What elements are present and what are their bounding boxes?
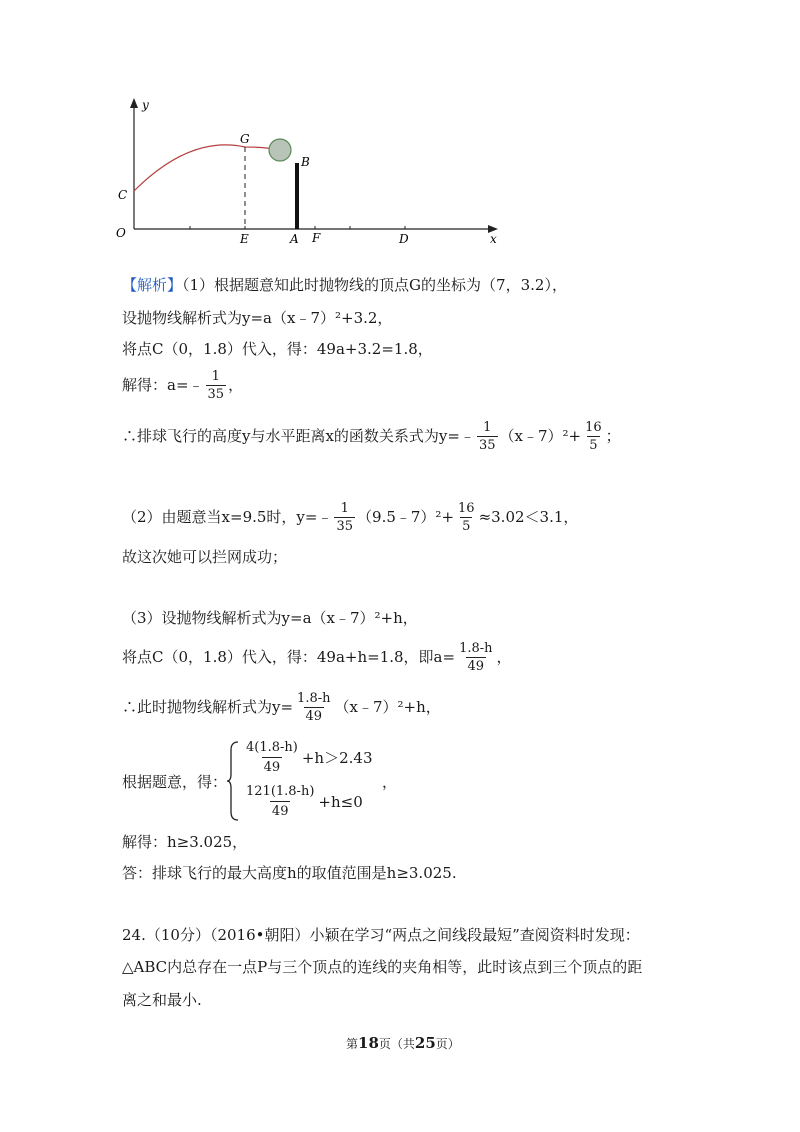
solution-tag: 【解析】: [122, 276, 183, 294]
p3-line3-suffix: （x﹣7）²+h，: [334, 698, 441, 716]
fraction-den: 49: [270, 801, 291, 819]
fraction-num: 1: [483, 420, 492, 435]
fraction: [583, 421, 604, 452]
footer-page-number: 18: [358, 1034, 379, 1052]
footer-pre: 第: [346, 1037, 359, 1051]
label-y: y: [142, 98, 149, 112]
fraction-den: 35: [207, 387, 225, 402]
fraction: [456, 502, 477, 533]
solution-line-10: [122, 692, 441, 723]
label-x: x: [490, 232, 497, 246]
fraction: [457, 642, 494, 673]
system-eq-1: [242, 740, 373, 775]
p2-suffix: ≈3.02＜3.1，: [478, 508, 579, 526]
fraction-den: 35: [478, 438, 496, 453]
y-axis-arrow: [130, 98, 138, 108]
fraction-num: 1: [340, 501, 349, 516]
p3-line3-prefix: ∴此时抛物线解析式为y=: [122, 698, 294, 716]
fraction-den: 35: [336, 519, 354, 534]
fraction: [334, 502, 355, 533]
solution-line-5: [122, 421, 621, 452]
q24-line-3: 离之和最小.: [122, 991, 202, 1009]
label-a: A: [290, 232, 299, 246]
label-f: F: [312, 231, 321, 245]
sys1-rest: +h＞2.43: [301, 749, 373, 767]
page-footer: [346, 1036, 460, 1051]
ball: [269, 139, 291, 161]
q24-line-1: 24.（10分）（2016•朝阳）小颖在学习“两点之间线段最短”查阅资料时发现：: [122, 926, 640, 944]
fraction-den: 49: [305, 709, 323, 724]
fraction-num: 1: [211, 369, 220, 384]
system-eq-2: [242, 784, 363, 819]
solution-line-7: 故这次她可以拦网成功；: [122, 548, 288, 566]
fraction-den: 49: [467, 659, 485, 674]
system-brace: [226, 740, 240, 822]
p1-final-suffix: ；: [605, 427, 621, 445]
q24-line-2: △ABC内总存在一点P与三个顶点的连线的夹角相等，此时该点到三个顶点的距: [122, 958, 643, 976]
system-suffix: ，: [382, 773, 398, 791]
fraction-den: 5: [589, 438, 598, 453]
footer-post: 页）: [435, 1037, 460, 1051]
label-g: G: [240, 132, 250, 146]
fraction-num: 121(1.8-h): [246, 784, 315, 799]
p2-mid: （9.5﹣7）²+: [357, 508, 455, 526]
system-prefix: 根据题意，得：: [122, 773, 228, 791]
fraction: [477, 421, 498, 452]
label-d: D: [399, 232, 409, 246]
solution-line-2: 设抛物线解析式为y=a（x﹣7）²+3.2，: [122, 309, 393, 327]
solution-line-1: [122, 278, 567, 293]
fraction-num: 4(1.8-h): [246, 740, 298, 755]
solution-line-3: 将点C（0，1.8）代入，得：49a+3.2=1.8，: [122, 340, 433, 358]
fraction: [244, 740, 300, 775]
p1-final-mid: （x﹣7）²+: [499, 427, 582, 445]
p1-line1-text: （1）根据题意知此时抛物线的顶点G的坐标为（7，3.2），: [182, 276, 567, 294]
p3-line2-suffix: ，: [496, 648, 512, 666]
parabola-curve: [134, 145, 280, 191]
label-e: E: [240, 232, 249, 246]
parabola-figure: [110, 95, 510, 250]
solution-line-6: [122, 502, 578, 533]
solution-line-9: [122, 642, 512, 673]
fraction: [206, 370, 227, 401]
fraction-num: 16: [585, 420, 602, 435]
p2-prefix: （2）由题意当x=9.5时，y=﹣: [122, 508, 333, 526]
solution-line-solve: 解得：h≥3.025，: [122, 833, 248, 851]
solution-line-4: [122, 370, 243, 401]
p3-line2-prefix: 将点C（0，1.8）代入，得：49a+h=1.8，即a=: [122, 648, 456, 666]
fraction-num: 16: [458, 501, 475, 516]
label-c: C: [118, 188, 128, 202]
footer-total-pages: 25: [414, 1034, 436, 1052]
solution-line-answer: 答：排球飞行的最大高度h的取值范围是h≥3.025.: [122, 864, 457, 882]
fraction-num: 1.8-h: [297, 691, 331, 706]
p1-final-prefix: ∴排球飞行的高度y与水平距离x的函数关系式为y=﹣: [122, 427, 475, 445]
fraction-num: 1.8-h: [459, 641, 493, 656]
label-o: O: [116, 226, 126, 240]
solution-line-8: （3）设抛物线解析式为y=a（x﹣7）²+h，: [122, 609, 418, 627]
fraction: [244, 784, 316, 819]
p1-solve-suffix: ，: [228, 376, 244, 394]
fraction: [295, 692, 332, 723]
label-b: B: [301, 155, 310, 169]
fraction-den: 49: [262, 757, 283, 775]
footer-mid: 页（共: [378, 1037, 415, 1051]
p1-solve-prefix: 解得：a=﹣: [122, 376, 204, 394]
sys2-rest: +h≤0: [318, 792, 363, 811]
fraction-den: 5: [462, 519, 471, 534]
